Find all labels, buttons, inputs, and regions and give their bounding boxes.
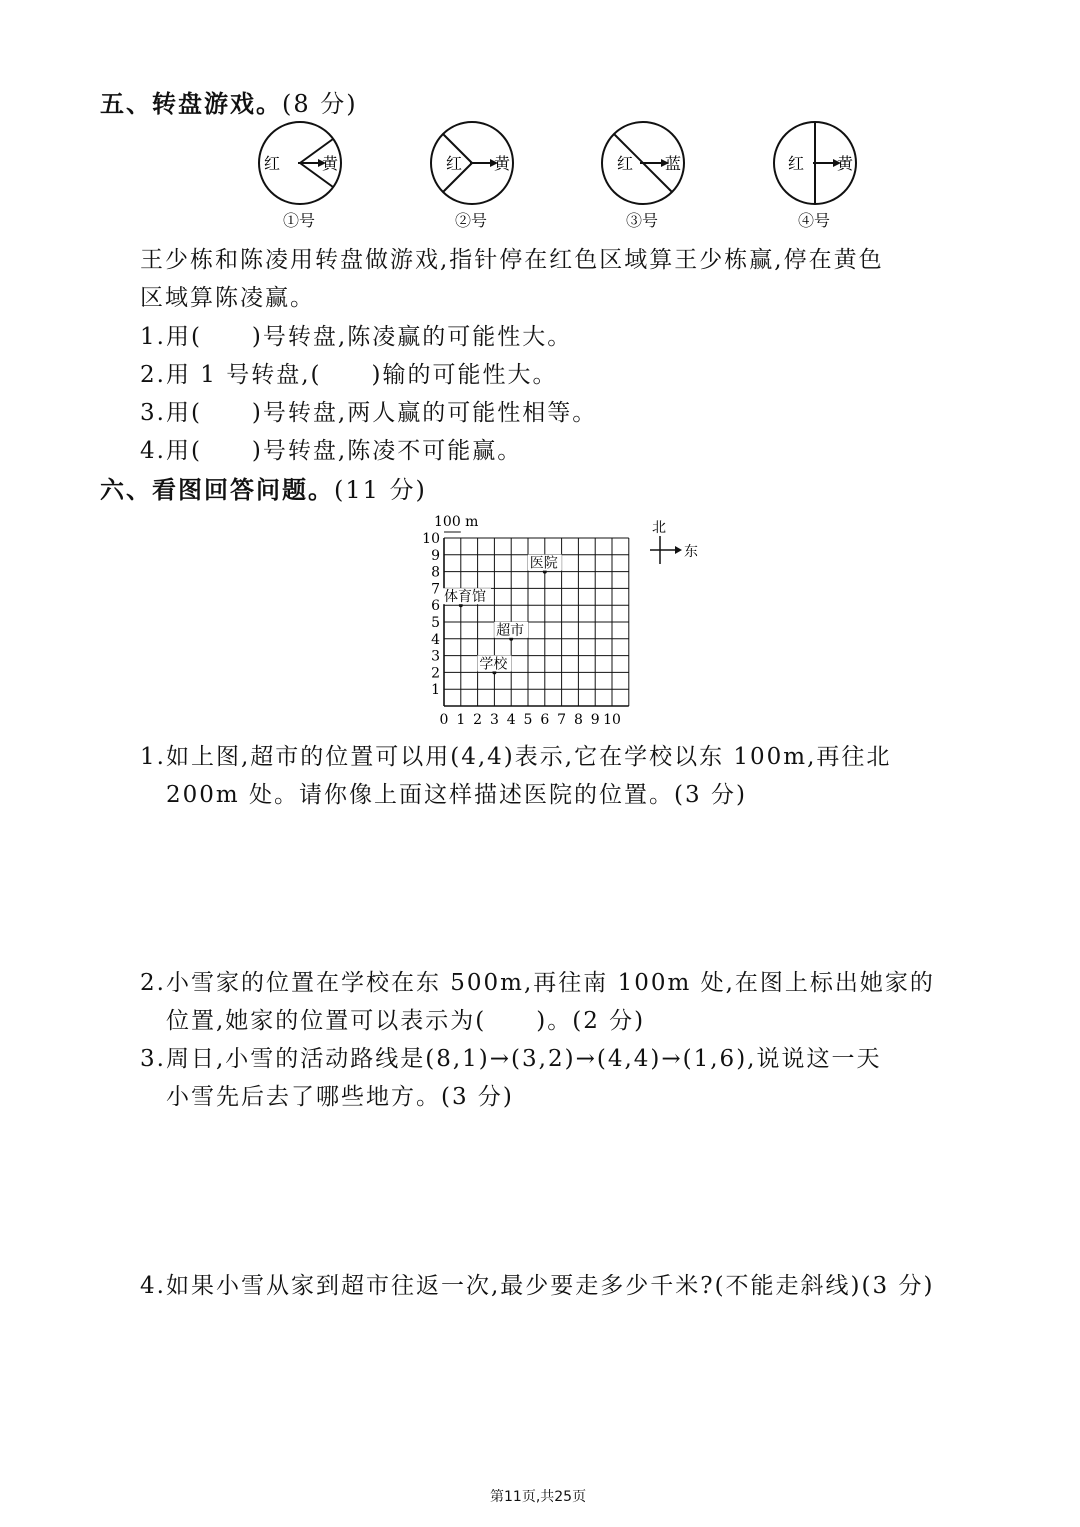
section-6-question-3-line-1: 3.周日,小雪的活动路线是(8,1)→(3,2)→(4,4)→(1,6),说说这一天 — [140, 1046, 882, 1072]
spinner-1 — [259, 122, 341, 230]
x-tick-label: 0 — [439, 712, 449, 728]
section-5-question-4: 4.用( )号转盘,陈凌不可能赢。 — [140, 438, 523, 464]
spinner-figure — [240, 118, 880, 236]
spinner-4-left-label: 红 — [788, 154, 805, 173]
section-6-title: 六、看图回答问题。 — [100, 475, 334, 504]
y-tick-label: 6 — [431, 598, 440, 615]
section-6-question-3-line-2: 小雪先后去了哪些地方。(3 分) — [166, 1084, 514, 1110]
spinner-3-number: ③号 — [626, 211, 659, 230]
section-5-heading — [100, 84, 358, 119]
section-6-question-2-line-2: 位置,她家的位置可以表示为( )。(2 分) — [166, 1008, 646, 1034]
section-6-question-4: 4.如果小雪从家到超市往返一次,最少要走多少千米?(不能走斜线)(3 分) — [140, 1273, 935, 1299]
section-6-question-2-line-1: 2.小雪家的位置在学校在东 500m,再往南 100m 处,在图上标出她家的 — [140, 970, 935, 996]
section-6-question-1-line-2: 200m 处。请你像上面这样描述医院的位置。(3 分) — [166, 782, 747, 808]
compass — [650, 520, 698, 564]
x-tick-label: 1 — [456, 712, 466, 728]
y-tick-label: 4 — [431, 631, 440, 648]
spinner-4-number: ④号 — [798, 211, 831, 230]
compass-north-label: 北 — [652, 520, 666, 536]
x-tick-label: 9 — [590, 712, 600, 728]
x-tick-label: 5 — [523, 712, 533, 728]
x-tick-label: 8 — [573, 712, 583, 728]
spinner-2-right-label: 黄 — [494, 154, 511, 173]
section-5-points: (8 分) — [282, 90, 358, 118]
y-tick-label: 1 — [431, 682, 440, 699]
section-6-points: (11 分) — [334, 476, 427, 504]
y-tick-label: 8 — [431, 564, 440, 581]
coordinate-map — [400, 508, 720, 736]
map-scale-label: 100 m — [434, 514, 479, 530]
spinner-2-left-label: 红 — [446, 154, 463, 173]
spinner-4-right-label: 黄 — [837, 154, 854, 173]
place-label: 学校 — [479, 656, 508, 673]
spinner-1-number: ①号 — [283, 211, 316, 230]
compass-east-label: 东 — [684, 544, 698, 560]
section-5-question-3: 3.用( )号转盘,两人赢的可能性相等。 — [140, 400, 598, 426]
x-tick-label: 4 — [506, 712, 516, 728]
page-footer: 第11页,共25页 — [490, 1489, 587, 1505]
spinner-2 — [431, 122, 513, 230]
spinner-3 — [602, 122, 684, 230]
section-6-heading — [100, 470, 427, 505]
spinner-2-number: ②号 — [455, 211, 488, 230]
y-tick-label: 7 — [431, 581, 440, 598]
x-tick-label: 7 — [557, 712, 567, 728]
place-label: 体育馆 — [444, 589, 486, 606]
section-5-intro-line-1: 王少栋和陈凌用转盘做游戏,指针停在红色区域算王少栋赢,停在黄色 — [140, 247, 884, 273]
x-tick-label: 2 — [473, 712, 483, 728]
x-tick-label: 10 — [603, 712, 621, 728]
spinner-3-right-label: 蓝 — [665, 154, 682, 173]
section-5-question-1: 1.用( )号转盘,陈凌赢的可能性大。 — [140, 324, 573, 350]
spinner-1-left-label: 红 — [264, 154, 281, 173]
y-tick-label: 9 — [431, 547, 440, 564]
x-tick-label: 6 — [540, 712, 550, 728]
y-tick-label: 2 — [431, 665, 440, 682]
section-6-question-1-line-1: 1.如上图,超市的位置可以用(4,4)表示,它在学校以东 100m,再往北 — [140, 744, 892, 770]
spinner-3-left-label: 红 — [617, 154, 634, 173]
y-tick-label: 3 — [431, 648, 440, 665]
y-tick-label: 10 — [422, 531, 440, 547]
place-label: 超市 — [496, 622, 525, 639]
y-tick-label: 5 — [431, 615, 440, 631]
section-5-question-2: 2.用 1 号转盘,( )输的可能性大。 — [140, 362, 558, 388]
place-label: 医院 — [529, 555, 558, 572]
section-5-title: 五、转盘游戏。 — [100, 89, 282, 118]
spinner-1-right-label: 黄 — [322, 154, 339, 173]
spinner-4 — [774, 122, 856, 230]
map-places — [442, 555, 562, 675]
section-5-intro-line-2: 区域算陈凌赢。 — [140, 285, 315, 311]
x-tick-label: 3 — [489, 712, 499, 728]
